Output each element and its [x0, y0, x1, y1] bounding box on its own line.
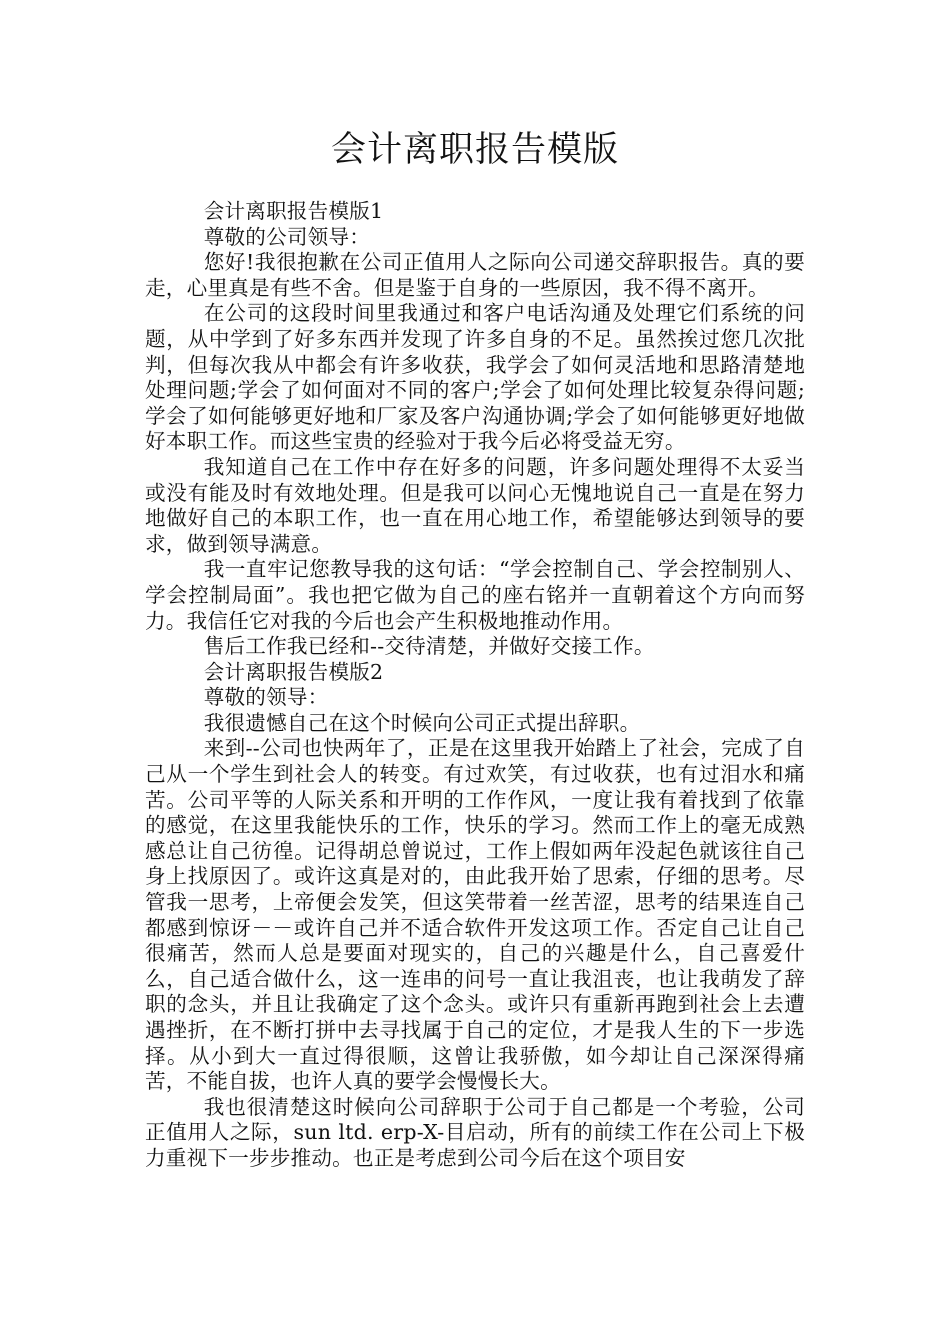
body-paragraph: 来到--公司也快两年了，正是在这里我开始踏上了社会，完成了自己从一个学生到社会人的转变。有过欢笑，有过收获，也有过泪水和痛苦。公司平等的人际关系和开明的工作作风，一度让我有着找到了依靠的感觉，在这里我能快乐的工作，快乐的学习。然而工作上的毫无成熟感总让自己彷徨。记得胡总曾说过，工作上假如两年没起色就该往自己身上找原因了。或许这真是对的，由此我开始了思索，仔细的思考。尽管我一思考，上帝便会发笑，但这笑带着一丝苦涩，思考的结果连自己都感到惊讶－－或许自己并不适合软件开发这项工作。否定自己让自己很痛苦，然而人总是要面对现实的，自己的兴趣是什么，自己喜爱什么，自己适合做什么，这一连串的问号一直让我沮丧，也让我萌发了辞职的念头，并且让我确定了这个念头。或许只有重新再跑到社会上去遭遇挫折，在不断打拼中去寻找属于自己的定位，才是我人生的下一步选择。从小到大一直过得很顺，这曾让我骄傲，如今却让自己深深得痛苦，不能自拔，也许人真的要学会慢慢长大。	[145, 736, 805, 1094]
body-paragraph: 我很遗憾自己在这个时候向公司正式提出辞职。	[203, 710, 641, 735]
document-title: 会计离职报告模版	[330, 130, 619, 170]
body-paragraph: 售后工作我已经和--交待清楚，并做好交接工作。	[203, 634, 655, 659]
body-paragraph: 在公司的这段时间里我通过和客户电话沟通及处理它们系统的问题，从中学到了好多东西并发现了许多自身的不足。虽然挨过您几次批判，但每次我从中都会有许多收获，我学会了如何灵活地和思路清楚地处理问题;学会了如何面对不同的客户;学会了如何处理比较复杂得问题;学会了如何能够更好地和厂家及客户沟通协调;学会了如何能够更好地做好本职工作。而这些宝贵的经验对于我今后必将受益无穷。	[145, 301, 805, 454]
section-heading-1: 会计离职报告模版1	[203, 199, 384, 223]
body-paragraph: 您好!我很抱歉在公司正值用人之际向公司递交辞职报告。真的要走，心里真是有些不舍。但是鉴于自身的一些原因，我不得不离开。	[145, 250, 805, 300]
section-heading-2: 会计离职报告模版2	[203, 659, 384, 684]
document-body	[145, 199, 805, 1172]
salutation-2: 尊敬的领导：	[203, 685, 329, 710]
body-paragraph: 我一直牢记您教导我的这句话：“学会控制自己、学会控制别人、学会控制局面”。我也把它做为自己的座右铭并一直朝着这个方向而努力。我信任它对我的今后也会产生积极地推动作用。	[145, 557, 805, 633]
document-page	[145, 0, 805, 1172]
body-paragraph: 我知道自己在工作中存在好多的问题，许多问题处理得不太妥当或没有能及时有效地处理。但是我可以问心无愧地说自己一直是在努力地做好自己的本职工作，也一直在用心地工作，希望能够达到领导的要求，做到领导满意。	[145, 454, 805, 556]
body-paragraph: 我也很清楚这时候向公司辞职于公司于自己都是一个考验，公司正值用人之际，sun ltd. erp-X-目启动，所有的前续工作在公司上下极力重视下一步步推动。也正是考虑到公司今后在这个项目安	[145, 1094, 805, 1170]
salutation-1: 尊敬的公司领导：	[203, 224, 371, 249]
